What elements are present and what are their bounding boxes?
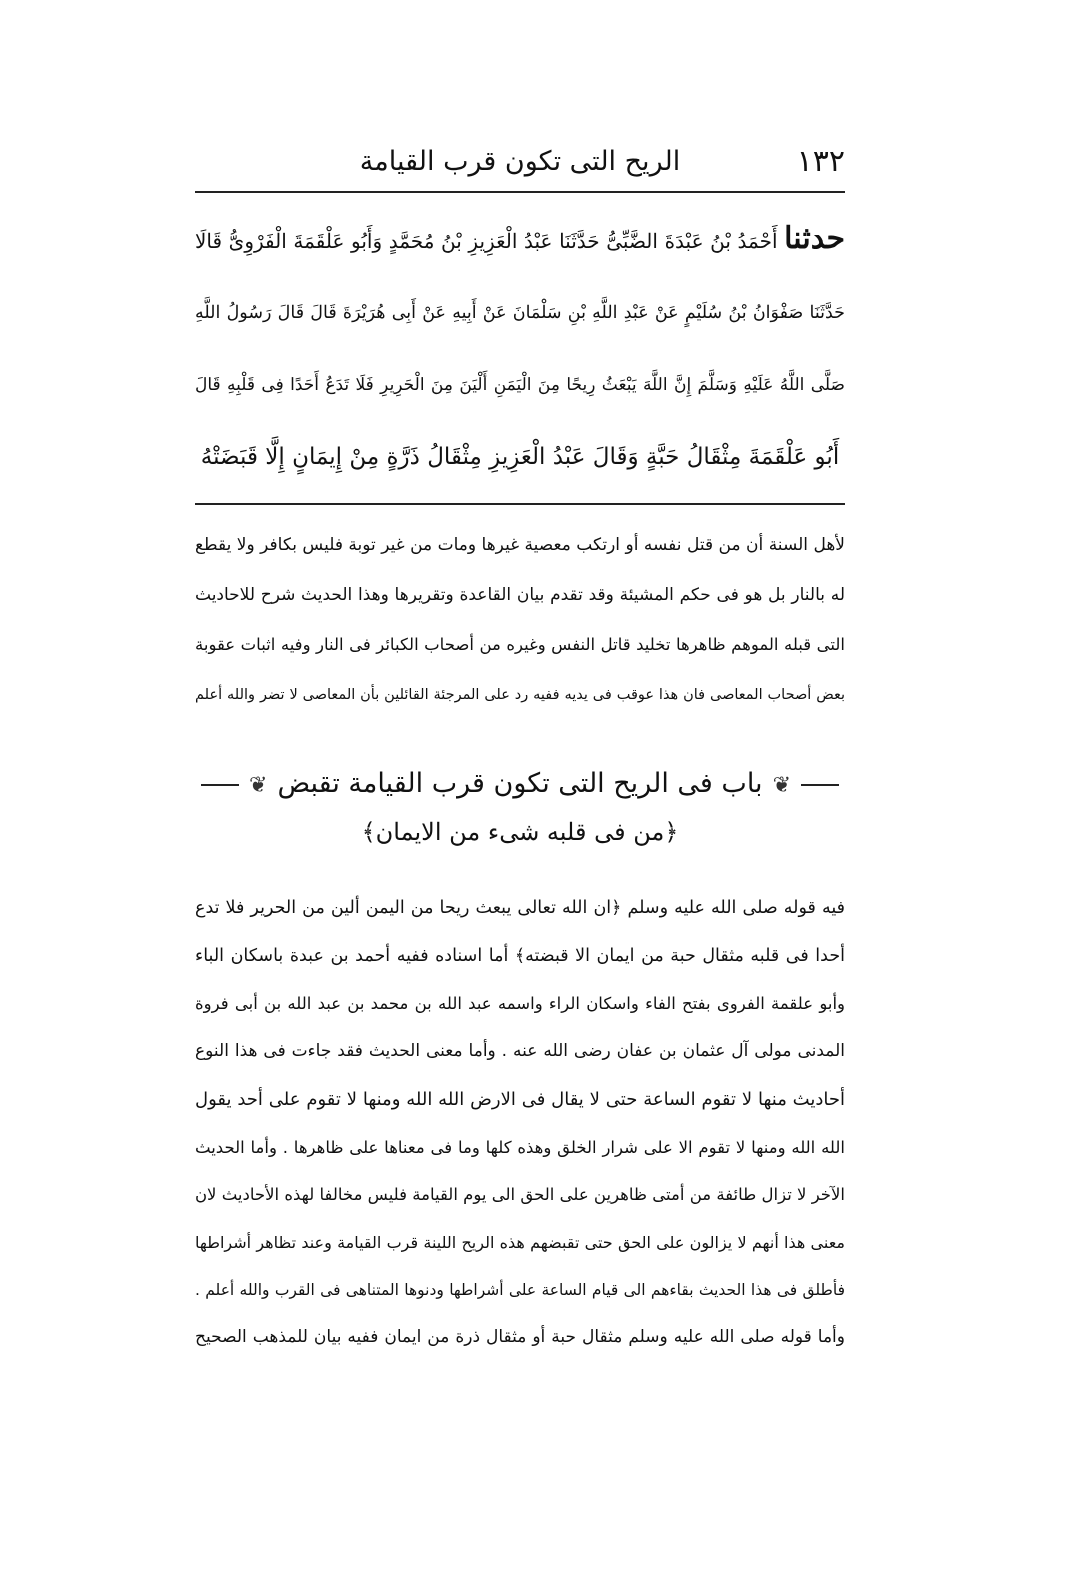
body-line: المدنى مولى آل عثمان بن عفان رضى الله عنه . وأما معنى الحديث فقد جاءت فى هذا النوع — [195, 1041, 845, 1062]
body-line: أحدا فى قلبه مثقال حبة من ايمان الا قبضته﴾ أما اسناده ففيه أحمد بن عبدة باسكان الباء — [195, 945, 845, 966]
running-title: الريح التى تكون قرب القيامة — [359, 146, 681, 177]
commentary-line: له بالنار بل هو فى حكم المشيئة وقد تقدم بيان القاعدة وتقريرها وهذا الحديث شرح للاحاديث — [195, 585, 845, 605]
body-line: فيه قوله صلى الله عليه وسلم ﴿ان الله تعالى يبعث ريحا من اليمن ألين من الحرير فلا تدع — [195, 898, 845, 918]
section-divider — [195, 503, 845, 505]
hadith-line: أَبُو عَلْقَمَةَ مِثْقَالُ حَبَّةٍ وَقَالَ عَبْدُ الْعَزِيزِ مِثْقَالُ ذَرَّةٍ مِنْ إِيمَانٍ إِلَّا قَبَضَتْهُ — [200, 444, 840, 470]
ornament-dash — [801, 784, 839, 786]
body-text — [195, 885, 845, 1362]
chapter-heading — [195, 760, 845, 854]
page-number: ١٣٢ — [796, 144, 845, 179]
ornament-icon: ❦ — [249, 773, 268, 798]
chapter-subtitle: من فى قلبه شىء من الايمان — [375, 818, 665, 846]
body-line: الآخر لا تزال طائفة من أمتى ظاهرين على الحق الى يوم القيامة فليس مخالفا لهذه الأحاديث لان — [194, 1185, 845, 1205]
body-line: فأطلق فى هذا الحديث بقاءهم الى قيام الساعة على أشراطها ودنوها المتناهى فى القرب والله أعلم . — [195, 1280, 845, 1299]
chapter-title: باب فى الريح التى تكون قرب القيامة تقبض — [277, 768, 763, 799]
commentary-text — [195, 520, 845, 720]
hadith-line: حدثنا أَحْمَدُ بْنُ عَبْدَةَ الضَّبِّىُّ حَدَّثَنَا عَبْدُ الْعَزِيزِ بْنُ مُحَمَّدٍ وَأَبُو عَلْقَمَةَ الْفَرْوِىُّ قَالَا — [195, 221, 845, 256]
commentary-line: بعض أصحاب المعاصى فان هذا عوقب فى يديه ففيه رد على المرجئة القائلين بأن المعاصى لا تضر والله أعلم — [195, 687, 845, 703]
chapter-title-row — [195, 760, 845, 810]
body-line: الله الله ومنها لا تقوم الا على شرار الخلق وهذه كلها وما فى معناها على ظاهرها . وأما الحديث — [195, 1137, 845, 1157]
commentary-line: لأهل السنة أن من قتل نفسه أو ارتكب معصية غيرها ومات من غير توبة فليس بكافر ولا يقطع — [195, 535, 845, 555]
commentary-line: التى قبله الموهم ظاهرها تخليد قاتل النفس وغيره من أصحاب الكبائر فى النار وفيه اثبات عقوبة — [195, 635, 845, 654]
hadith-line: حَدَّثَنَا صَفْوَانُ بْنُ سُلَيْمٍ عَنْ عَبْدِ اللَّهِ بْنِ سَلْمَانَ عَنْ أَبِيهِ عَنْ أَبِى هُرَيْرَةَ قَالَ قَالَ رَسُولُ اللَّهِ — [195, 303, 845, 323]
hadith-line: صَلَّى اللَّهُ عَلَيْهِ وَسَلَّمَ إِنَّ اللَّهَ يَبْعَثُ رِيحًا مِنَ الْيَمَنِ أَلْيَنَ مِنَ الْحَرِيرِ فَلَا تَدَعُ أَحَدًا فِى قَلْبِهِ قَالَ — [195, 375, 845, 395]
page-header — [195, 140, 845, 188]
hadith-lead-word: حدثنا — [784, 221, 845, 256]
bracket-open-icon: ﴿ — [664, 818, 679, 846]
header-rule — [195, 191, 845, 193]
body-line: وأبو علقمة الفروى بفتح الفاء واسكان الراء واسمه عبد الله بن محمد بن عبد الله بن أبى فروة — [195, 994, 845, 1014]
body-line: أحاديث منها لا تقوم الساعة حتى لا يقال فى الارض الله الله ومنها لا تقوم على أحد يقول — [195, 1088, 845, 1110]
ornament-dash — [201, 784, 239, 786]
chapter-subtitle-row — [195, 810, 845, 854]
ornament-icon: ❦ — [772, 773, 791, 798]
hadith-text — [195, 203, 845, 493]
body-line: معنى هذا أنهم لا يزالون على الحق حتى تقبضهم هذه الريح اللينة قرب القيامة وعند تظاهر أشراطها — [195, 1232, 845, 1252]
body-line: وأما قوله صلى الله عليه وسلم مثقال حبة أو مثقال ذرة من ايمان ففيه بيان للمذهب الصحيح — [195, 1327, 845, 1348]
bracket-close-icon: ﴾ — [361, 818, 376, 846]
